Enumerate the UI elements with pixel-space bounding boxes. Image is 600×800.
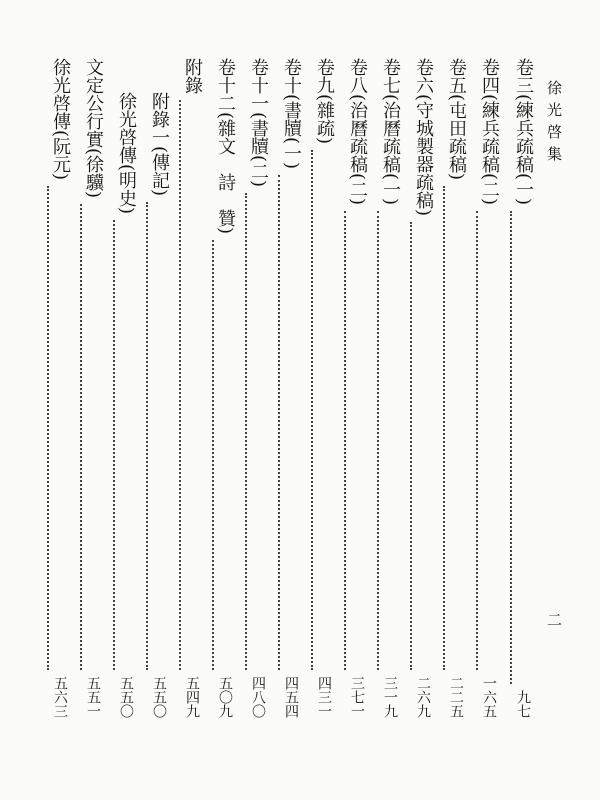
toc-entry-title: 卷十二(雜文 詩 贊) xyxy=(215,58,236,235)
toc-entry-page: 四三一 xyxy=(316,676,332,718)
toc-entry-title: 徐光啓傳(明史) xyxy=(116,92,137,215)
toc-entry-title: 徐光啓傳(阮元) xyxy=(50,58,71,181)
toc-leader-dots xyxy=(476,211,478,670)
toc-entry-page: 五五一 xyxy=(85,676,101,718)
toc-entry xyxy=(47,58,73,718)
toc-entry-title: 卷十(書牘(一) xyxy=(281,58,302,170)
toc-entry xyxy=(113,92,139,718)
toc-entry xyxy=(212,58,238,718)
toc-entry-page: 五五〇 xyxy=(118,676,134,718)
toc-entry-page: 九七 xyxy=(515,690,531,718)
toc-entry-title: 附錄 xyxy=(182,58,203,94)
toc-entry-title: 卷五(屯田疏稿) xyxy=(446,58,467,181)
toc-leader-dots xyxy=(179,100,181,670)
toc-entry xyxy=(179,58,205,718)
toc-entry xyxy=(410,58,436,718)
toc-entry-page: 二二五 xyxy=(448,676,464,718)
toc-leader-dots xyxy=(443,186,445,670)
toc-leader-dots xyxy=(146,202,148,670)
toc-entry xyxy=(80,58,106,718)
page-number: 二 xyxy=(545,612,563,627)
toc-entry xyxy=(510,58,536,718)
toc-entry xyxy=(278,58,304,718)
toc-entry-title: 卷三(練兵疏稿(一) xyxy=(513,58,534,206)
toc-entry-title: 卷八(治曆疏稿(二) xyxy=(347,58,368,206)
toc-leader-dots xyxy=(344,211,346,670)
toc-entry-title: 卷六(守城製器疏稿) xyxy=(413,58,434,217)
toc-leader-dots xyxy=(278,175,280,670)
toc-entry-title: 文定公行實(徐驥) xyxy=(83,58,104,199)
toc-entry-page: 三一九 xyxy=(382,676,398,718)
toc-leader-dots xyxy=(245,193,247,670)
toc-leader-dots xyxy=(510,211,512,684)
toc-entry xyxy=(311,58,337,718)
toc-entry-title: 卷十一(書牘(二) xyxy=(248,58,269,188)
toc-leader-dots xyxy=(410,222,412,670)
toc-leader-dots xyxy=(212,240,214,670)
toc-entry-title: 附錄一(傳記) xyxy=(149,92,170,197)
toc-entry-title: 卷四(練兵疏稿(二) xyxy=(479,58,500,206)
toc-entry-page: 四五四 xyxy=(283,676,299,718)
toc-entry xyxy=(476,58,502,718)
toc-entry-page: 四八〇 xyxy=(250,676,266,718)
toc-entry-page: 二六九 xyxy=(415,676,431,718)
toc-entry-title: 卷七(治曆疏稿(一) xyxy=(380,58,401,206)
toc-leader-dots xyxy=(47,186,49,670)
toc-leader-dots xyxy=(377,211,379,670)
toc-entry-page: 五六三 xyxy=(52,676,68,718)
toc-entry xyxy=(146,92,172,718)
toc-entry-page: 五五〇 xyxy=(151,676,167,718)
toc-entry xyxy=(344,58,370,718)
toc-entry xyxy=(377,58,403,718)
toc-entry-page: 五四九 xyxy=(184,676,200,718)
toc-leader-dots xyxy=(113,220,115,670)
toc-leader-dots xyxy=(80,204,82,670)
running-title: 徐光啓集 xyxy=(545,80,563,168)
toc-leader-dots xyxy=(311,150,313,670)
toc-entry-title: 卷九(雜疏) xyxy=(314,58,335,145)
toc-entry xyxy=(443,58,469,718)
toc-entry-page: 一六五 xyxy=(481,676,497,718)
toc-entry-page: 五〇九 xyxy=(217,676,233,718)
toc-entry xyxy=(245,58,271,718)
toc-entry-page: 三七一 xyxy=(349,676,365,718)
